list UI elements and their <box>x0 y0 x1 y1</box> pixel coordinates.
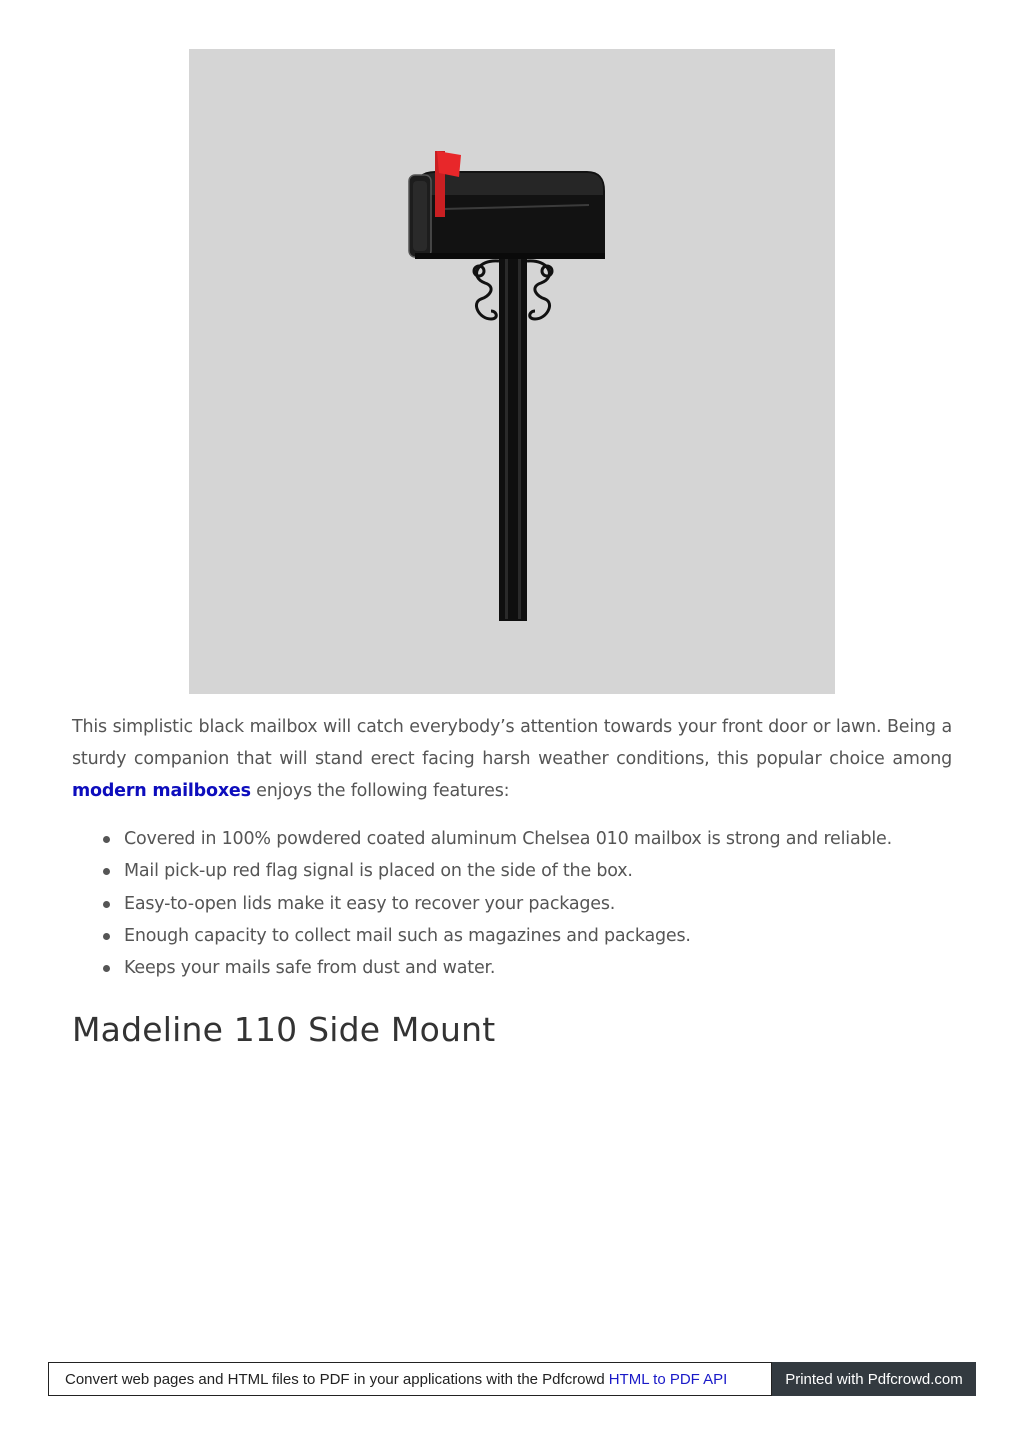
footer-promo-text: Convert web pages and HTML files to PDF in your applications with the Pdfcrowd <box>65 1370 605 1388</box>
html-to-pdf-api-link[interactable]: HTML to PDF API <box>608 1370 728 1388</box>
list-item: Covered in 100% powdered coated aluminum Chelsea 010 mailbox is strong and reliable. <box>124 823 952 855</box>
mailbox-on-post-illustration <box>189 49 835 694</box>
mailbox-post <box>499 249 527 621</box>
printed-with-badge[interactable] <box>772 1362 976 1396</box>
footer-promo <box>48 1362 772 1396</box>
list-item: Keeps your mails safe from dust and water. <box>124 952 952 984</box>
pdfcrowd-footer <box>48 1362 976 1396</box>
list-item: Mail pick-up red flag signal is placed on the side of the box. <box>124 855 952 887</box>
list-item: Enough capacity to collect mail such as magazines and packages. <box>124 920 952 952</box>
list-item: Easy-to-open lids make it easy to recover your packages. <box>124 888 952 920</box>
intro-text-end: enjoys the following features: <box>250 781 510 801</box>
modern-mailboxes-link[interactable]: modern mailboxes <box>72 781 251 801</box>
printed-with-text: Printed with Pdfcrowd.com <box>785 1370 963 1388</box>
features-list <box>72 823 952 984</box>
intro-paragraph <box>72 711 952 807</box>
article-content <box>72 711 952 984</box>
intro-text-start: This simplistic black mailbox will catch everybody’s attention towards your front door or lawn. Being a sturdy companion that will stand erect facing harsh weather conditions, this popular choice among <box>72 717 952 769</box>
section-heading: Madeline 110 Side Mount <box>72 1010 496 1049</box>
mailbox-product-image <box>189 49 835 694</box>
